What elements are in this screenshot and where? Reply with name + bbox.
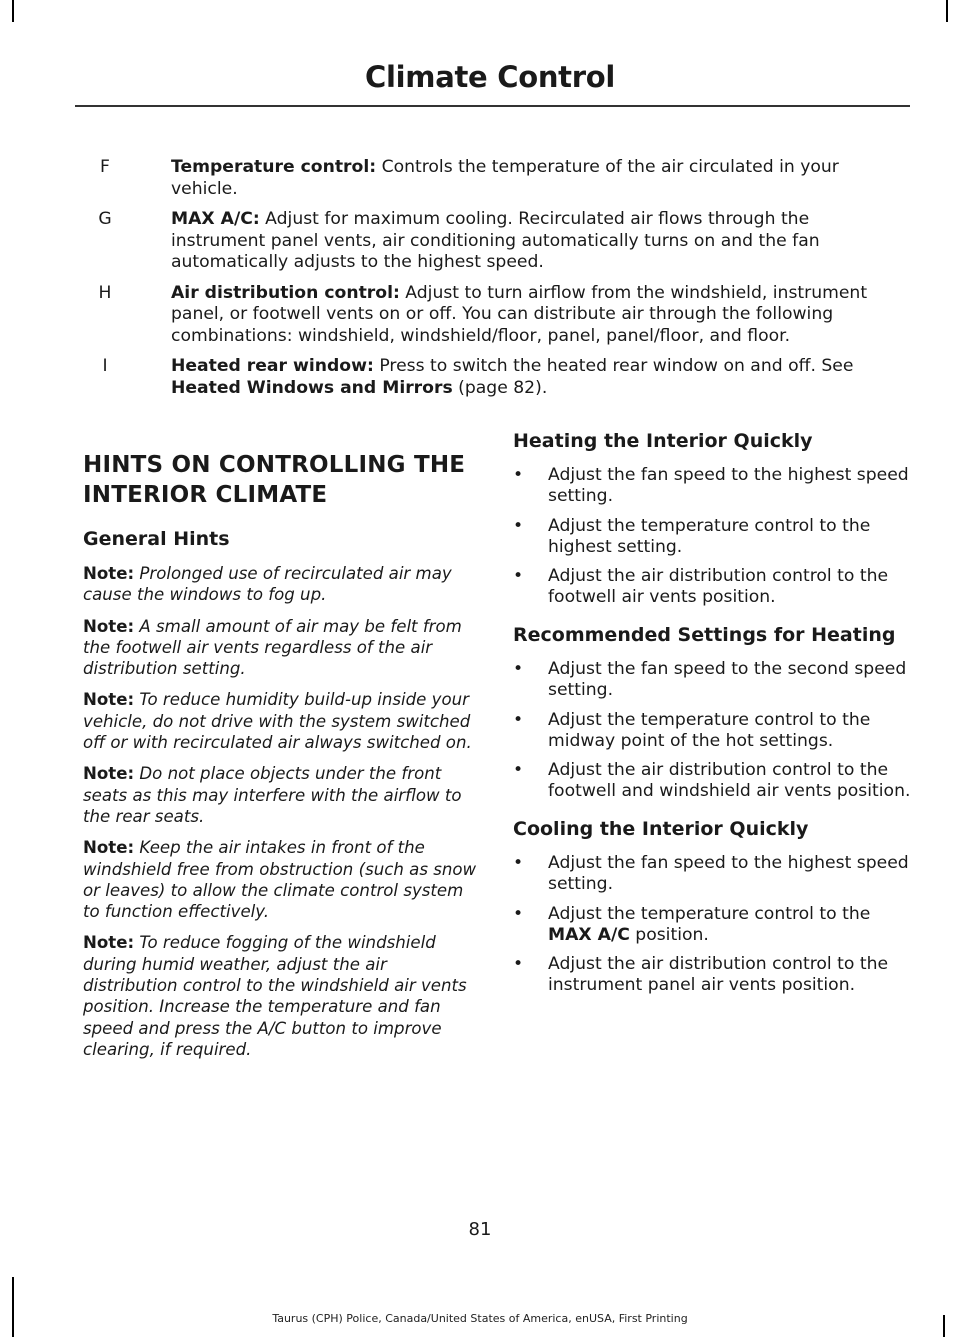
list-item [513, 465, 913, 507]
header-divider [75, 105, 910, 107]
definition-item-f [85, 157, 905, 200]
subsection-heading: Recommended Settings for Heating [513, 624, 896, 646]
bullet-icon: • [513, 954, 524, 974]
definition-item-h [85, 283, 905, 348]
list-item [513, 954, 913, 996]
note-text: A small amount of air may be felt from the footwell air vents regardless of the air distribution setting. [83, 616, 462, 679]
bullet-icon: • [513, 465, 524, 485]
notes-list [83, 563, 478, 1060]
list-item [513, 516, 913, 558]
bullet-icon: • [513, 903, 524, 924]
note-paragraph [83, 689, 478, 753]
definition-text: Controls the temperature of the air circulated in your vehicle. [171, 157, 839, 199]
bullet-list [513, 465, 913, 608]
crop-mark-top-right [946, 0, 948, 22]
list-item-text: Adjust the fan speed to the highest speed setting. [548, 465, 909, 506]
note-label: Note: [83, 690, 135, 710]
list-item [513, 710, 913, 752]
note-label: Note: [83, 764, 135, 784]
list-item-emphasis: MAX A/C [548, 924, 630, 945]
subsection-heading: Cooling the Interior Quickly [513, 818, 809, 840]
note-text: To reduce fogging of the windshield during humid weather, adjust the air distribution control to the windshield air vents position. Increase the temperature and fan speed and press the A/C button to improve clearing, if required. [83, 933, 467, 1059]
list-item-text: Adjust the fan speed to the second speed setting. [548, 659, 907, 700]
definition-text: Press to switch the heated rear window on and off. See [373, 356, 854, 376]
bullet-icon: • [513, 853, 524, 873]
note-paragraph [83, 932, 478, 1060]
list-item-text: Adjust the air distribution control to the footwell air vents position. [548, 566, 889, 607]
note-paragraph [83, 763, 478, 827]
definition-letter: G [98, 209, 112, 229]
definition-letter: H [98, 282, 112, 303]
bullet-icon: • [513, 760, 524, 780]
note-paragraph [83, 837, 478, 922]
note-text: Prolonged use of recirculated air may cause the windows to fog up. [83, 564, 452, 605]
subsection-heading: General Hints [83, 528, 230, 550]
bullet-icon: • [513, 709, 524, 730]
list-item-text: Adjust the fan speed to the highest speed setting. [548, 853, 909, 894]
subsection-heading: Heating the Interior Quickly [513, 430, 813, 452]
bullet-icon: • [513, 659, 524, 679]
definition-term: MAX A/C: [171, 209, 260, 229]
definition-item-g [85, 209, 905, 274]
list-item-text: Adjust the temperature control to the [548, 903, 871, 924]
definition-term: Temperature control: [171, 157, 377, 177]
page-reference: (page 82). [452, 377, 548, 398]
bullet-list [513, 659, 913, 802]
section-heading: HINTS ON CONTROLLING THE INTERIOR CLIMATE [83, 452, 466, 508]
definition-list [85, 157, 905, 408]
right-sections [513, 420, 913, 996]
crop-mark-bottom-left [12, 1277, 14, 1337]
definition-term: Air distribution control: [171, 282, 400, 303]
definition-letter: F [100, 157, 110, 177]
page-number: 81 [468, 1219, 492, 1240]
left-column [83, 420, 478, 1070]
right-column [513, 420, 913, 1012]
note-label: Note: [83, 564, 135, 583]
list-item [513, 760, 913, 802]
note-label: Note: [83, 933, 135, 953]
list-item-text: Adjust the air distribution control to the footwell and windshield air vents position. [548, 760, 911, 801]
cross-reference-link[interactable]: Heated Windows and Mirrors [171, 377, 453, 398]
footer-text: Taurus (CPH) Police, Canada/United States of America, enUSA, First Printing [272, 1312, 688, 1325]
definition-item-i [85, 356, 905, 399]
note-text: To reduce humidity build-up inside your vehicle, do not drive with the system switched off or with recirculated air always switched on. [83, 690, 472, 753]
crop-mark-top-left [12, 0, 14, 22]
definition-text: Adjust for maximum cooling. Recirculated air flows through the instrument panel vents, air conditioning automatically turns on and the fan automatically adjusts to the highest speed. [171, 209, 820, 272]
note-paragraph [83, 616, 478, 680]
bullet-icon: • [513, 566, 524, 586]
list-item [513, 566, 913, 608]
list-item-text: Adjust the air distribution control to the instrument panel air vents position. [548, 954, 889, 995]
definition-term: Heated rear window: [171, 356, 374, 376]
note-label: Note: [83, 616, 135, 636]
list-item-text: Adjust the temperature control to the midway point of the hot settings. [548, 709, 871, 751]
bullet-icon: • [513, 515, 524, 536]
definition-text: Adjust to turn airflow from the windshield, instrument panel, or footwell vents on or off. You can distribute air through the following combinations: windshield, windshield/floor, panel, panel/floor, and floor. [171, 282, 868, 346]
page-title: Climate Control [365, 60, 615, 94]
list-item-text: Adjust the temperature control to the highest setting. [548, 515, 871, 557]
note-label: Note: [83, 838, 135, 858]
definition-letter: I [102, 356, 108, 376]
list-item-text-after: position. [629, 924, 709, 945]
bullet-list [513, 853, 913, 996]
note-text: Keep the air intakes in front of the windshield free from obstruction (such as snow or leaves) to allow the climate control system to function effectively. [83, 838, 477, 922]
list-item [513, 659, 913, 701]
list-item [513, 853, 913, 895]
list-item [513, 904, 913, 946]
note-text: Do not place objects under the front seats as this may interfere with the airflow to the rear seats. [83, 764, 462, 826]
note-paragraph [83, 563, 478, 606]
